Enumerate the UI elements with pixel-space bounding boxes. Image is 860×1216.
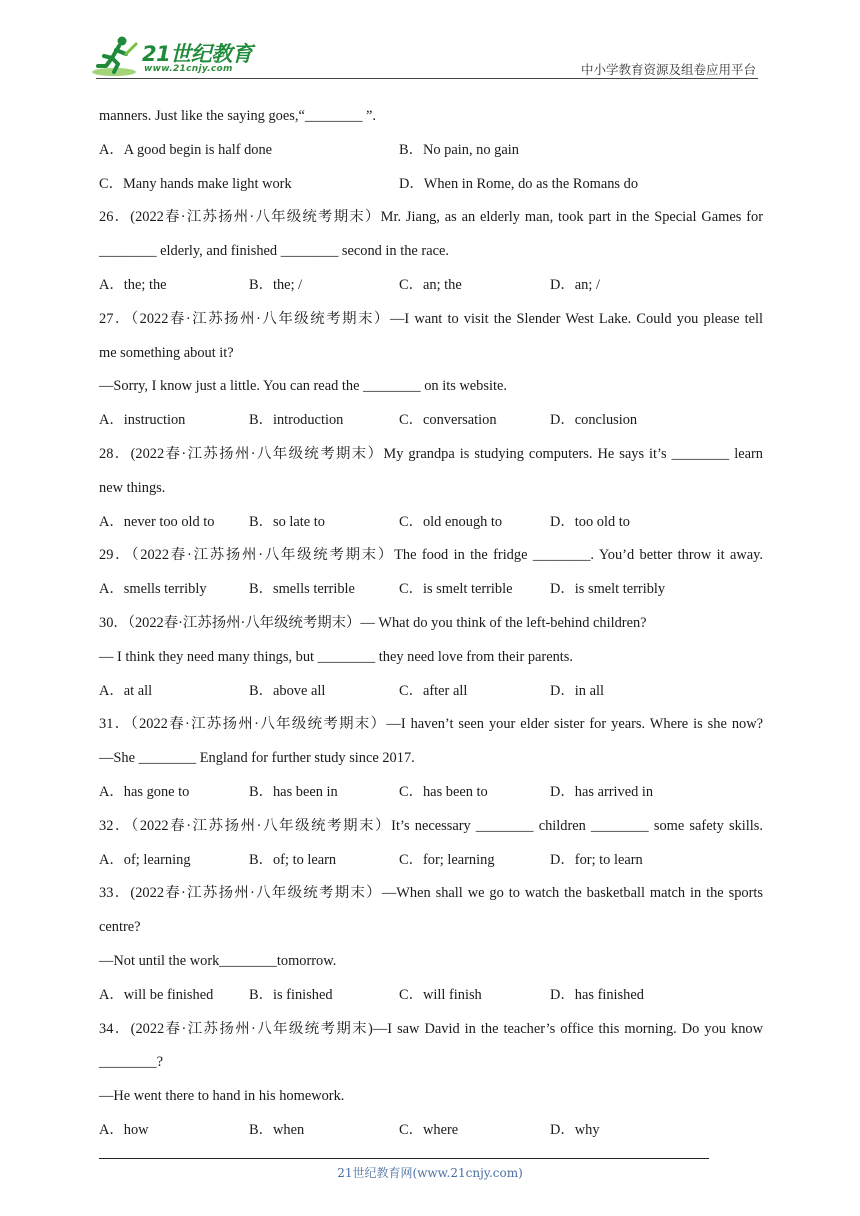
option-d[interactable]: D．too old to [550,513,630,530]
option-row [99,844,763,878]
question-text-line: 32．（2022春·江苏扬州·八年级统考期末）It’s necessary ________ children ________ some safety skills. [99,817,763,834]
option-c[interactable]: C．will finish [399,986,482,1003]
question-list [99,100,763,1148]
option-d[interactable]: D．has finished [550,986,644,1003]
option-c[interactable]: C．old enough to [399,513,503,530]
question-text-line: 28．(2022春·江苏扬州·八年级统考期末）My grandpa is studying computers. He says it’s ________ learn [99,445,763,462]
option-row [99,404,763,438]
option-row [99,573,763,607]
option-c[interactable]: C．has been to [399,783,488,800]
option-row [99,269,763,303]
option-b[interactable]: B．when [249,1121,305,1138]
option-d[interactable]: D．has arrived in [550,783,654,800]
option-c[interactable]: C．an; the [399,276,462,293]
option-a[interactable]: A．never too old to [99,513,215,530]
logo-wordmark: 21世纪教育 [142,42,253,66]
question-text-line: —Not until the work________tomorrow. [99,952,337,969]
option-d[interactable]: D．an; / [550,276,600,293]
question-text-line: — I think they need many things, but ________ they need love from their parents. [99,648,573,665]
option-b[interactable]: B．the; / [249,276,303,293]
option-a[interactable]: A．will be finished [99,986,214,1003]
option-c[interactable]: C．is smelt terrible [399,581,513,598]
option-row [99,506,763,540]
platform-title: 中小学教育资源及组卷应用平台 [580,62,756,77]
question-text-line: 33．(2022春·江苏扬州·八年级统考期末）—When shall we go to watch the basketball match in the sports [99,885,763,902]
question-text-line: —He went there to hand in his homework. [99,1088,345,1105]
question-text-line: centre? [99,919,141,936]
option-row [99,675,763,709]
question-text-line: 26．(2022春·江苏扬州·八年级统考期末）Mr. Jiang, as an elderly man, took part in the Special Games for [99,209,763,226]
option-d[interactable]: D．for; to learn [550,851,643,868]
header-divider [96,78,758,79]
option-b[interactable]: B．of; to learn [249,851,337,868]
option-a[interactable]: A．how [99,1121,149,1138]
option-a[interactable]: A．at all [99,682,153,699]
page-header [0,0,860,80]
question-text-line: manners. Just like the saying goes,“________ ”. [99,108,376,124]
option-c[interactable]: C．where [399,1121,459,1138]
option-b[interactable]: B．smells terrible [249,581,355,598]
option-b[interactable]: B．has been in [249,783,338,800]
option-d[interactable]: D．in all [550,682,604,699]
question-text-line: 31．（2022春·江苏扬州·八年级统考期末）—I haven’t seen your elder sister for years. Where is she now? [99,716,763,733]
option-row [99,776,763,810]
option-a[interactable]: A．of; learning [99,851,191,868]
option-row [99,168,763,202]
option-d[interactable]: D．is smelt terribly [550,581,666,598]
question-text-line: 34．(2022春·江苏扬州·八年级统考期末)—I saw David in the teacher’s office this morning. Do you know [99,1020,763,1037]
option-b[interactable]: B．so late to [249,513,325,530]
footer-link[interactable]: 21世纪教育网(www.21cnjy.com) [337,1166,523,1180]
option-row [99,979,763,1013]
option-a[interactable]: A．the; the [99,276,167,293]
option-a[interactable]: A．instruction [99,412,186,429]
option-c[interactable]: C．conversation [399,412,497,429]
option-a[interactable]: A．A good begin is half done [99,141,273,158]
option-b[interactable]: B．is finished [249,986,333,1003]
option-a[interactable]: A．smells terribly [99,581,207,598]
option-row [99,1114,763,1148]
question-text-line: 30．（2022春·江苏扬州·八年级统考期末）— What do you think of the left-behind children? [99,614,647,631]
option-d[interactable]: D．conclusion [550,412,638,429]
option-b[interactable]: B．above all [249,682,326,699]
question-text-line: 29．（2022春·江苏扬州·八年级统考期末）The food in the fridge ________. You’d better throw it away. [99,547,763,564]
option-c[interactable]: C．Many hands make light work [99,175,292,192]
footer-divider [99,1158,709,1159]
option-b[interactable]: B．introduction [249,412,344,429]
option-row [99,134,763,168]
option-d[interactable]: D．When in Rome, do as the Romans do [399,175,639,192]
option-b[interactable]: B．No pain, no gain [399,141,519,158]
question-text-line: me something about it? [99,344,234,361]
question-text-line: —She ________ England for further study since 2017. [99,750,415,767]
question-text-line: new things. [99,479,166,496]
site-logo[interactable] [92,34,262,78]
option-c[interactable]: C．for; learning [399,851,495,868]
question-text-line: 27．（2022春·江苏扬州·八年级统考期末）—I want to visit the Slender West Lake. Could you please tell [99,310,763,327]
question-text-line: ________ elderly, and finished ________ second in the race. [99,243,449,260]
option-c[interactable]: C．after all [399,682,468,699]
option-d[interactable]: D．why [550,1121,600,1138]
question-text-line: ________? [99,1054,163,1071]
question-text-line: —Sorry, I know just a little. You can read the ________ on its website. [99,378,507,395]
logo-url: www.21cnjy.com [144,64,233,74]
runner-logo-icon [92,34,142,78]
option-a[interactable]: A．has gone to [99,783,190,800]
